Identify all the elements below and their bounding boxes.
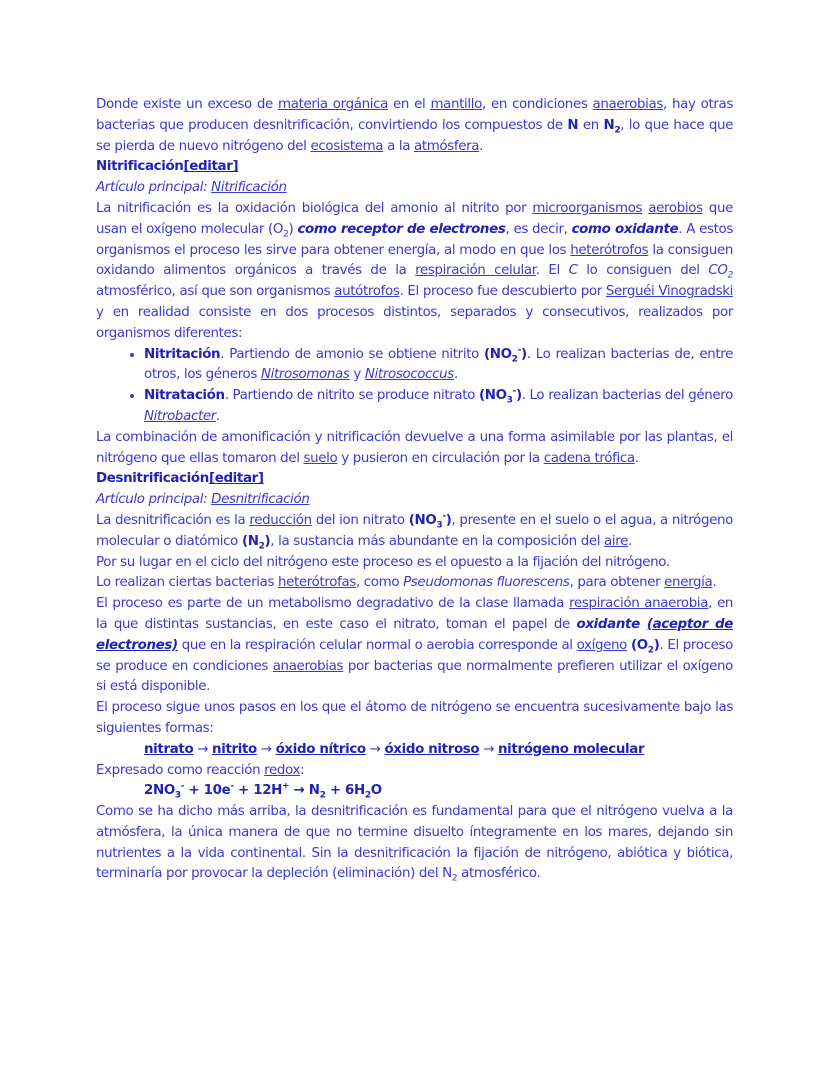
text: ) [515,388,522,404]
text: la consiguen oxidando alimentos orgánicos a través de la [96,242,733,279]
text: . Partiendo de amonio se obtiene nitrito [220,346,484,362]
link-aerobios[interactable]: aerobios [648,200,703,216]
text: : [300,762,305,778]
text: La desnitrificación es la [96,512,250,528]
text: y [349,367,365,383]
subscript: 3 [174,790,181,801]
text: que en la respiración celular normal o aerobia corresponde al [177,637,577,653]
text: lo consiguen del [577,263,709,279]
text: (NO [483,346,512,362]
text: . El [535,263,569,279]
nitrogen-forms-chain [96,740,733,761]
main-article-desnitrificacion [96,490,733,511]
species-name: Pseudomonas fluorescens [403,575,570,591]
term: Nitritación [144,346,221,362]
subscript: 3 [436,520,443,531]
superscript: - [512,386,516,397]
term: Nitratación [144,388,225,404]
n2-formula [603,117,621,136]
link-oxido-nitrico[interactable]: óxido nítrico [275,741,366,757]
text: , lo que hace que se pierda de nuevo nitrógeno del [96,117,733,154]
desnitrificacion-paragraph-2: Por su lugar en el ciclo del nitrógeno este proceso es el opuesto a la fijación del nitrógeno. [96,554,670,570]
link-vinogradski[interactable]: Serguéi Vinogradski [605,284,733,300]
subscript: 3 [506,395,513,406]
text: (N [241,533,259,549]
text: y en realidad consiste en dos procesos distintos, separados y consecutivos, realizados por organismos diferentes: [96,304,733,341]
heading-desnitrificacion [96,469,733,490]
superscript: - [230,781,234,792]
desnitrificacion-paragraph-1 [96,511,733,553]
main-article-label: Artículo principal: [96,180,212,196]
list-item-nitratacion [144,386,733,428]
text: . A estos organismos el proceso les sirve para obtener energía, al modo en que los [96,221,733,258]
text: CO [708,263,728,279]
text: . El proceso se produce en condiciones [96,637,733,674]
text: , la sustancia más abundante en la composición del [270,533,605,549]
link-heterotrofas[interactable]: heterótrofas [277,575,356,591]
text: ) [653,637,660,653]
text: del ion nitrato [311,512,409,528]
link-redox[interactable]: redox [264,762,301,778]
emphasis-oxidante: oxidante [576,616,647,632]
nitrificacion-paragraph-1 [96,199,733,345]
arrow-icon: → [256,741,276,757]
link-oxigeno[interactable]: oxígeno [576,637,628,653]
text: ) [445,512,452,528]
text: Donde existe un exceso de [96,97,279,112]
text: El proceso es parte de un metabolismo degradativo de la clase llamada [96,596,570,612]
text: . [634,450,639,466]
subscript: 2 [283,229,289,240]
formula-no3 [478,386,522,406]
link-aire[interactable]: aire [604,533,629,549]
text: . [479,138,484,154]
text: a la [383,138,414,154]
text: , en la que distintas sustancias, en este caso el nitrato, toman el papel de [96,596,733,632]
arrow-icon: → [193,741,213,757]
text: (O [630,637,648,653]
text: , presente en el suelo o el agua, a nitrógeno molecular o diatómico [96,512,734,549]
link-mantillo[interactable]: mantillo [430,97,482,112]
text: La nitrificación es la oxidación biológica del amonio al nitrito por [96,200,533,216]
main-article-nitrificacion [96,178,733,199]
link-aceptor-de-electrones[interactable]: (aceptor de electrones) [96,616,733,653]
heading-text: Desnitrificación [96,471,209,487]
link-nitrosomonas[interactable]: Nitrosomonas [260,367,350,383]
text: en el [387,97,431,112]
superscript: + [282,781,290,792]
text: . [215,408,220,424]
formula-no3 [408,511,452,531]
desnitrificacion-paragraph-4 [96,594,733,698]
link-heterotrofos[interactable]: heterótrofos [570,242,649,258]
desnitrificacion-paragraph-5: El proceso sigue unos pasos en los que el átomo de nitrógeno se encuentra sucesivamente bajo las siguientes formas: [96,700,733,736]
text: . Partiendo de nitrito se produce nitrato [224,388,479,404]
subscript: 2 [511,354,518,365]
text: , como [355,575,404,591]
link-materia-organica[interactable]: materia orgánica [278,97,388,112]
subscript: 2 [614,125,621,136]
link-reduccion[interactable]: reducción [249,512,312,528]
text: . El proceso fue descubierto por [399,284,606,300]
subscript: 2 [451,874,458,885]
text: + 12H [233,783,283,799]
text: que usan el oxígeno molecular (O [96,200,733,237]
link-main-desnitrificacion[interactable]: Desnitrificación [211,492,310,508]
link-respiracion-anaerobia[interactable]: respiración anaerobia [569,596,709,612]
text: y pusieron en circulación por la [337,450,544,466]
document-page [96,95,733,885]
arrow-icon: → [365,741,385,757]
text: . [628,533,632,549]
superscript: - [442,511,446,522]
text: (NO [478,388,507,404]
heading-nitrificacion [96,157,733,178]
emphasis-oxidante: como oxidante [571,221,679,237]
text: Como se ha dicho más arriba, la desnitrificación es fundamental para que el nitrógeno vuelva a la atmósfera, la única manera de que no termine disuelto íntegramente en los mares, dejando sin nutrientes a la vida continental. Sin la desnitrificación la fijación de nitrógeno, abiótica y biótica, terminaría por provocar la depleción (eliminación) del N [96,804,733,882]
text: en [578,117,604,133]
text: ) [520,346,527,362]
main-article-label: Artículo principal: [96,492,212,508]
link-autotrofos[interactable]: autótrofos [334,284,400,300]
nitrificacion-paragraph-2 [96,428,733,470]
text: → N [289,783,320,799]
text: + 6H [325,783,365,799]
edit-link-nitrificacion[interactable]: [editar] [183,159,239,175]
desnitrificacion-paragraph-6 [96,802,733,885]
text: atmosférico. [457,866,541,882]
link-anaerobias-2[interactable]: anaerobias [272,658,344,674]
carbon-symbol: C [568,263,578,279]
desnitrificacion-paragraph-3 [96,573,733,594]
text: , para obtener [569,575,665,591]
subscript: 2 [319,790,326,801]
text: atmosférico, así que son organismos [96,284,335,300]
edit-link-desnitrificacion[interactable]: [editar] [208,471,264,487]
superscript: - [180,781,185,792]
text: N [603,117,615,133]
link-atmosfera[interactable]: atmósfera [413,138,480,154]
formula-no2 [483,345,527,365]
link-energia[interactable]: energía [664,575,713,591]
link-suelo[interactable]: suelo [303,450,338,466]
co2-formula [708,263,733,282]
link-nitrito[interactable]: nitrito [212,741,257,757]
heading-text: Nitrificación [96,159,184,175]
text: ) [264,533,271,549]
nitrogen-symbol: N [567,117,579,133]
subscript: 2 [258,541,265,552]
nitrificacion-steps-list [96,345,733,428]
link-nitrato[interactable]: nitrato [144,741,194,757]
arrow-icon: → [479,741,498,757]
text: , es decir, [505,221,572,237]
text: (NO [408,512,437,528]
link-cadena-trofica[interactable]: cadena trófica [543,450,635,466]
intro-paragraph [96,95,733,157]
formula-n2 [241,533,271,552]
formula-o2 [630,637,660,656]
text: . [453,367,458,383]
text: La combinación de amonificación y nitrificación devuelve a una forma asimilable por las plantas, el nitrógeno que ellas tomaron del [96,429,733,466]
text: Expresado como reacción [96,762,265,778]
subscript: 2 [364,790,371,801]
link-microorganismos[interactable]: microorganismos [532,200,643,216]
link-oxido-nitroso[interactable]: óxido nitroso [384,741,480,757]
text: , en condiciones [482,97,593,112]
link-nitrogeno-molecular[interactable]: nitrógeno molecular [497,741,645,757]
link-anaerobias[interactable]: anaerobias [592,97,663,112]
link-nitrobacter[interactable]: Nitrobacter [144,408,216,424]
text: ) [288,221,298,237]
link-ecosistema[interactable]: ecosistema [310,138,384,154]
subscript: 2 [647,645,654,656]
text: + 10e [184,783,231,799]
text: por bacterias que normalmente prefieren utilizar el oxígeno si está disponible. [96,658,733,695]
superscript: - [517,345,521,356]
emphasis-receptor: como receptor de electrones [297,221,506,237]
redox-intro [96,761,733,782]
link-nitrosococcus[interactable]: Nitrosococcus [364,367,454,383]
text: . [712,575,717,591]
text: 2NO [144,783,175,799]
text: , hay otras bacterias que producen desnitrificación, convirtiendo los compuestos de [96,97,733,133]
link-main-nitrificacion[interactable]: Nitrificación [211,180,287,196]
text: O [370,783,382,799]
redox-equation [96,781,733,802]
text: . Lo realizan bacterias de, entre otros, los géneros [144,346,734,383]
list-item-nitritacion [144,345,733,387]
text: . Lo realizan bacterias del género [521,388,733,404]
subscript: 2 [727,271,733,282]
text: Lo realizan ciertas bacterias [96,575,278,591]
link-respiracion-celular[interactable]: respiración celular [415,263,536,279]
